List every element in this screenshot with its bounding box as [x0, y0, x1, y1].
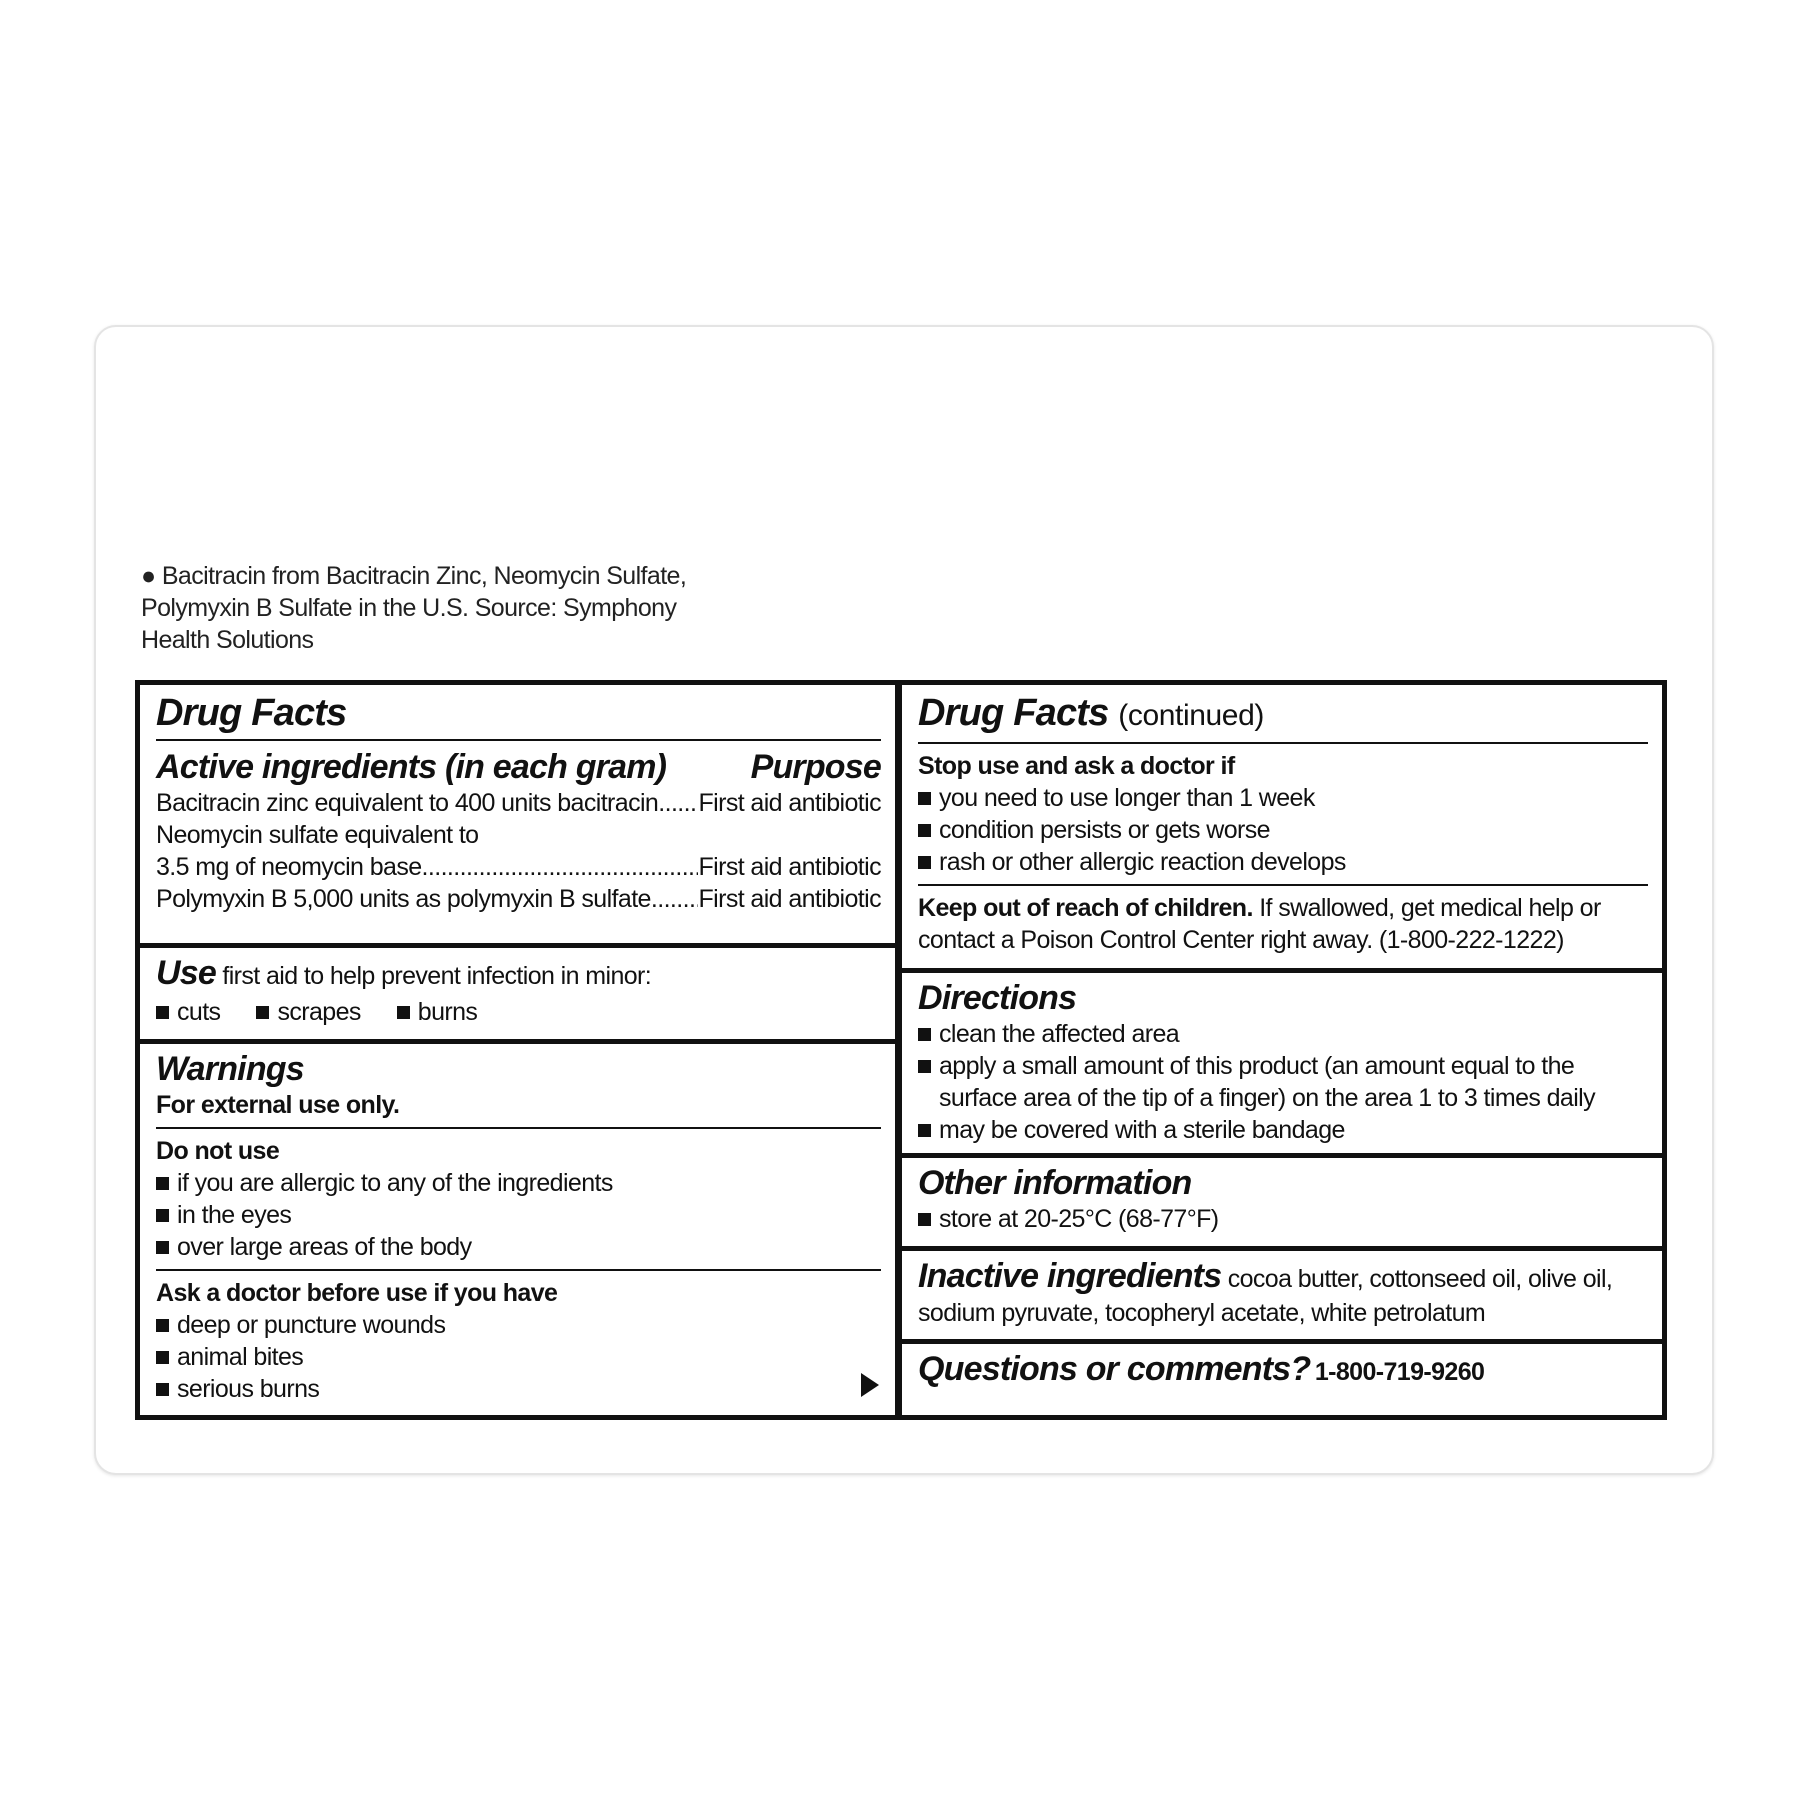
list-item: serious burns: [156, 1373, 881, 1405]
section-divider: [140, 1039, 895, 1044]
section-divider: [902, 1246, 1662, 1251]
drug-facts-panel-right: [897, 680, 1667, 1420]
list-item: you need to use longer than 1 week: [918, 782, 1648, 814]
other-information-heading: Other information: [918, 1164, 1192, 1202]
list-item: animal bites: [156, 1341, 881, 1373]
external-use-text: For external use only.: [156, 1091, 400, 1119]
list-item: burns: [397, 996, 478, 1028]
use-section: [140, 953, 895, 1028]
list-item: clean the affected area: [918, 1018, 1648, 1050]
stop-use-heading: Stop use and ask a doctor if: [918, 752, 1235, 780]
list-item: if you are allergic to any of the ingredients: [156, 1167, 881, 1199]
list-item: store at 20-25°C (68-77°F): [918, 1203, 1648, 1235]
list-item: in the eyes: [156, 1199, 881, 1231]
drug-facts-panel-left: [135, 680, 900, 1420]
list-item: rash or other allergic reaction develops: [918, 846, 1648, 878]
section-divider: [140, 943, 895, 948]
active-ingredients-heading: Active ingredients (in each gram): [156, 748, 667, 786]
ingredient-row: Neomycin sulfate equivalent to: [156, 821, 479, 849]
warnings-heading: Warnings: [156, 1050, 304, 1088]
section-divider: [902, 1339, 1662, 1344]
purpose-heading: Purpose: [750, 748, 881, 786]
use-text: first aid to help prevent infection in minor:: [222, 962, 652, 990]
active-ingredients-section: [140, 691, 895, 915]
list-item: deep or puncture wounds: [156, 1309, 881, 1341]
list-item: may be covered with a sterile bandage: [918, 1114, 1648, 1146]
directions-section: [902, 978, 1662, 1146]
list-item: apply a small amount of this product (an amount equal to the surface area of the tip of a finger) on the area 1 to 3 times daily: [918, 1050, 1648, 1114]
do-not-use-heading: Do not use: [156, 1137, 280, 1165]
section-divider: [902, 1153, 1662, 1158]
questions-section: [902, 1349, 1662, 1398]
list-item: scrapes: [256, 996, 360, 1028]
continue-arrow-icon: [861, 1373, 879, 1397]
drug-facts-continued-title: Drug Facts (continued): [918, 692, 1264, 734]
stop-use-section: [902, 691, 1662, 956]
ingredient-row: Bacitracin zinc equivalent to 400 units bacitracin ..... First aid antibiotic: [156, 787, 881, 819]
questions-phone: 1-800-719-9260: [1314, 1358, 1485, 1386]
ingredient-row: 3.5 mg of neomycin base ..... First aid antibiotic: [156, 851, 881, 883]
inactive-ingredients-text: cocoa butter, cottonseed oil, olive oil, sodium pyruvate, tocopheryl acetate, white petrolatum: [918, 1265, 1613, 1327]
inactive-ingredients-section: [902, 1256, 1662, 1330]
directions-heading: Directions: [918, 979, 1077, 1017]
warnings-section: [140, 1049, 895, 1405]
inactive-ingredients-heading: Inactive ingredients: [918, 1257, 1222, 1295]
questions-heading: Questions or comments?: [918, 1350, 1311, 1388]
use-heading: Use: [156, 954, 216, 992]
ask-doctor-heading: Ask a doctor before use if you have: [156, 1279, 558, 1307]
drug-facts-title: Drug Facts: [156, 692, 347, 734]
trademark-note: ● Bacitracin from Bacitracin Zinc, Neomycin Sulfate, Polymyxin B Sulfate in the U.S. Source: Symphony Health Solutions: [141, 562, 687, 654]
list-item: over large areas of the body: [156, 1231, 881, 1263]
list-item: condition persists or gets worse: [918, 814, 1648, 846]
list-item: cuts: [156, 996, 220, 1028]
ingredient-row: Polymyxin B 5,000 units as polymyxin B sulfate ..... First aid antibiotic: [156, 883, 881, 915]
section-divider: [902, 968, 1662, 973]
keep-out-of-reach-text: Keep out of reach of children. If swallowed, get medical help or contact a Poison Control Center right away. (1-800-222-1222): [918, 894, 1601, 954]
other-information-section: [902, 1163, 1662, 1235]
